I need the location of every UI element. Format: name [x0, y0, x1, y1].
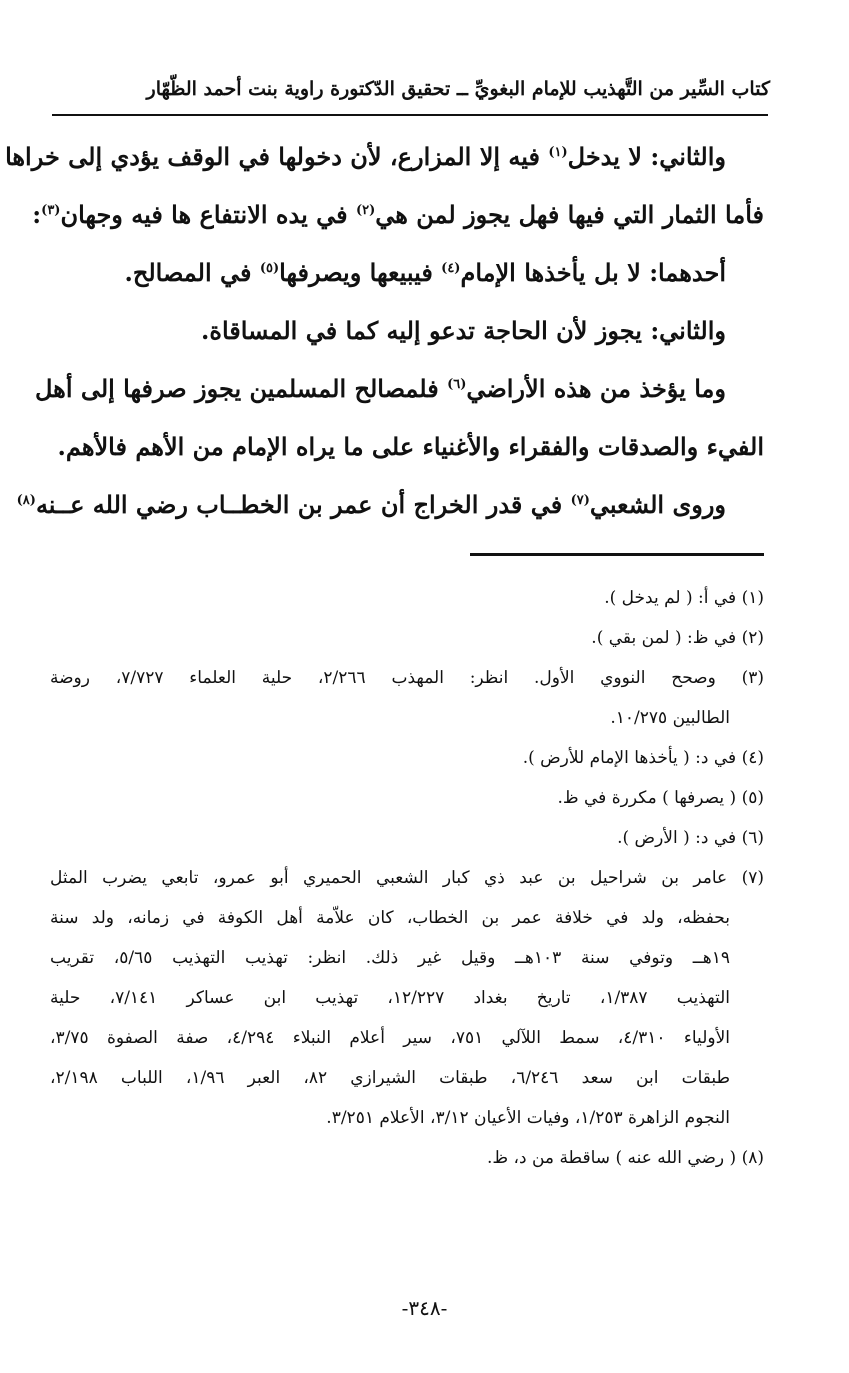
footnote-line: (١) في أ: ( لم يدخل ). [604, 588, 764, 608]
footnote-line: (٦) في د: ( الأرض ). [617, 828, 764, 848]
footnote-line: (٢) في ظ: ( لمن بقي ). [591, 628, 764, 648]
footnote-line: الطالبين ١٠/٢٧٥. [610, 708, 730, 728]
footnote-ref: (١) [548, 145, 568, 160]
footnote-ref: (٤) [441, 261, 461, 276]
footnote-separator [470, 553, 764, 556]
text-span: في قدر الخراج أن عمر بن الخطــاب رضي الله عــنه [35, 490, 571, 519]
main-line [48, 244, 764, 302]
main-line [32, 186, 764, 244]
footnote-ref: (٨) [16, 493, 36, 508]
main-line [48, 418, 764, 476]
footnote-line: ١٩هــ وتوفي سنة ١٠٣هــ وقيل غير ذلك. انظر: تهذيب التهذيب ٥/٦٥، تقريب [50, 948, 730, 968]
footnote-ref: (٥) [259, 261, 280, 276]
main-line [16, 476, 764, 534]
header-rule [52, 114, 768, 116]
text-span: : [32, 200, 42, 229]
text-span: فأما الثمار التي فيها فهل يجوز لمن هي [375, 200, 764, 229]
footnote-3 [50, 658, 764, 738]
text-span: وما يؤخذ من هذه الأراضي [466, 374, 726, 403]
text-span: في المصالح. [124, 258, 260, 287]
footnote-4 [50, 738, 764, 778]
main-line [5, 128, 764, 186]
footnote-line: الأولياء ٤/٣١٠، سمط اللآلي ٧٥١، سير أعلام النبلاء ٤/٢٩٤، صفة الصفوة ٣/٧٥، [50, 1028, 730, 1048]
footnote-ref: (٧) [570, 493, 590, 508]
text-span: فيه إلا المزارع، لأن دخولها في الوقف يؤدي إلى خراها [5, 142, 549, 171]
footnote-1 [50, 578, 764, 618]
text-span: في يده الانتفاع ها فيه وجهان [60, 200, 356, 229]
footnote-2 [50, 618, 764, 658]
footnote-line: التهذيب ١/٣٨٧، تاريخ بغداد ١٢/٢٢٧، تهذيب ابن عساكر ٧/١٤١، حلية [50, 988, 730, 1008]
footnote-line: (٥) ( يصرفها ) مكررة في ظ. [557, 788, 764, 808]
page-number: -٣٤٨- [401, 1296, 448, 1320]
main-line [34, 360, 764, 418]
main-line [48, 302, 764, 360]
footnote-line: النجوم الزاهرة ١/٢٥٣، وفيات الأعيان ٣/١٢، الأعلام ٣/٢٥١. [326, 1108, 730, 1128]
footnote-line: (٤) في د: ( يأخذها الإمام للأرض ). [522, 748, 764, 768]
footnote-5 [50, 778, 764, 818]
footnote-line: (٨) ( رضي الله عنه ) ساقطة من د، ظ. [487, 1148, 764, 1168]
footnote-line: (٣) وصحح النووي الأول. انظر: المهذب ٢/٢٦٦، حلية العلماء ٧/٧٢٧، روضة [50, 668, 764, 688]
footnote-8 [50, 1138, 764, 1178]
footnote-ref: (٣) [41, 203, 61, 218]
footnote-ref: (٦) [447, 377, 467, 392]
text-span: والثاني: يجوز لأن الحاجة تدعو إليه كما في المساقاة. [201, 316, 726, 345]
text-span: أحدهما: لا بل يأخذها الإمام [460, 258, 726, 287]
text-span: وروى الشعبي [589, 490, 726, 519]
main-text [5, 128, 764, 534]
footnotes [50, 578, 764, 1178]
footnote-line: بحفظه، ولد في خلافة عمر بن الخطاب، كان علاّمة أهل الكوفة في زمانه، ولد سنة [50, 908, 730, 928]
text-span: الفيء والصدقات والفقراء والأغنياء على ما يراه الإمام من الأهم فالأهم. [57, 432, 764, 461]
text-span: فلمصالح المسلمين يجوز صرفها إلى أهل [34, 374, 448, 403]
footnote-line: طبقات ابن سعد ٦/٢٤٦، طبقات الشيرازي ٨٢، العبر ١/٩٦، اللباب ٢/١٩٨، [50, 1068, 731, 1088]
footnote-ref: (٢) [355, 203, 376, 218]
text-span: والثاني: لا يدخل [567, 142, 726, 171]
footnote-line: (٧) عامر بن شراحيل بن عبد ذي كبار الشعبي الحميري أبو عمرو، تابعي يضرب المثل [50, 868, 764, 888]
text-span: فيبيعها ويصرفها [279, 258, 442, 287]
running-header: كتاب السِّير من التَّهذيب للإمام البغويِّ ــ تحقيق الدّكتورة راوية بنت أحمد الظّهّار [146, 78, 770, 100]
footnote-6 [50, 818, 764, 858]
footnote-7 [50, 858, 764, 1138]
